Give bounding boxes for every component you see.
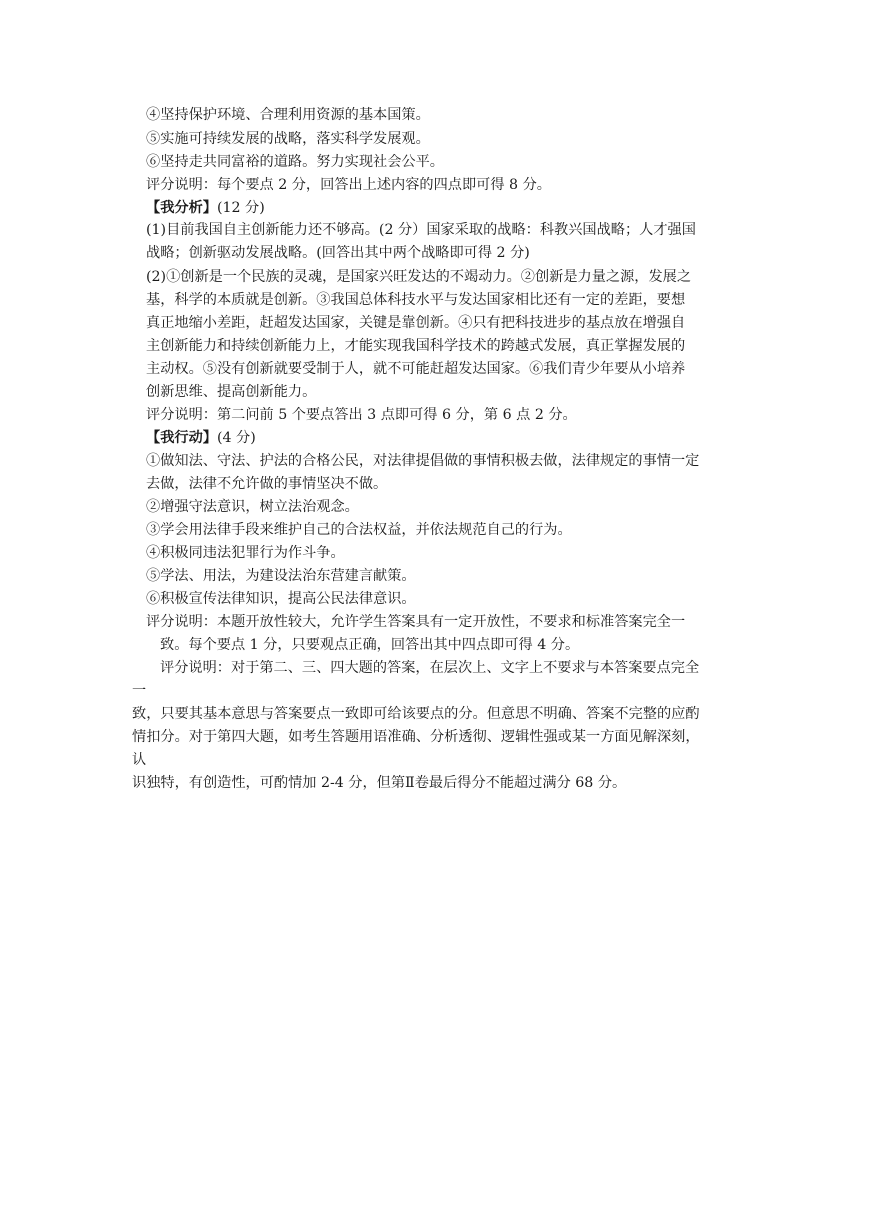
final-note-line3: 致，只要其基本意思与答案要点一致即可给该要点的分。但意思不明确、答案不完整的应酌 bbox=[132, 706, 700, 722]
scoring-note-analysis: 评分说明：第二问前 5 个要点答出 3 点即可得 6 分，第 6 点 2 分。 bbox=[146, 407, 577, 423]
analysis-q1-line2: 战略；创新驱动发展战略。(回答出其中两个战略即可得 2 分) bbox=[146, 245, 530, 261]
analysis-q2-line3: 真正地缩小差距，赶超发达国家，关键是靠创新。④只有把科技进步的基点放在增强自 bbox=[146, 315, 686, 331]
point-6: ⑥坚持走共同富裕的道路。努力实现社会公平。 bbox=[146, 154, 444, 170]
action-item-4: ④积极同违法犯罪行为作斗争。 bbox=[146, 545, 345, 561]
final-note-line5: 认 bbox=[132, 752, 147, 768]
action-item-1-line2: 去做，法律不允许做的事情坚决不做。 bbox=[146, 476, 388, 492]
analysis-heading bbox=[146, 197, 265, 219]
action-item-1-line1: ①做知法、守法、护法的合格公民，对法律提倡做的事情积极去做，法律规定的事情一定 bbox=[146, 453, 700, 469]
analysis-q2-line5: 主动权。⑤没有创新就要受制于人，就不可能赶超发达国家。⑥我们青少年要从小培养 bbox=[146, 361, 686, 377]
action-heading bbox=[146, 427, 256, 449]
analysis-q1-line1: (1)目前我国自主创新能力还不够高。(2 分）国家采取的战略：科教兴国战略；人才强国 bbox=[146, 222, 696, 238]
final-note-line2: 一 bbox=[132, 683, 147, 699]
action-item-3: ③学会用法律手段来维护自己的合法权益，并依法规范自己的行为。 bbox=[146, 522, 572, 538]
scoring-note-top: 评分说明：每个要点 2 分，回答出上述内容的四点即可得 8 分。 bbox=[146, 177, 551, 193]
action-item-5: ⑤学法、用法，为建设法治东营建言献策。 bbox=[146, 568, 416, 584]
point-4: ④坚持保护环境、合理利用资源的基本国策。 bbox=[146, 107, 430, 123]
analysis-heading-title: 【我分析】 bbox=[146, 200, 217, 216]
scoring-note-action-line2: 致。每个要点 1 分，只要观点正确，回答出其中四点即可得 4 分。 bbox=[160, 637, 580, 653]
point-5: ⑤实施可持续发展的战略，落实科学发展观。 bbox=[146, 131, 430, 147]
final-note-line4: 情扣分。对于第四大题，如考生答题用语准确、分析透彻、逻辑性强或某一方面见解深刻， bbox=[132, 729, 700, 745]
scoring-note-action-line1: 评分说明：本题开放性较大，允许学生答案具有一定开放性，不要求和标准答案完全一 bbox=[146, 614, 686, 630]
final-note-line6: 识独特，有创造性，可酌情加 2-4 分，但第Ⅱ卷最后得分不能超过满分 68 分。 bbox=[132, 775, 627, 791]
analysis-q2-line1: (2)①创新是一个民族的灵魂，是国家兴旺发达的不竭动力。②创新是力量之源，发展之 bbox=[146, 269, 692, 285]
analysis-q2-line2: 基，科学的本质就是创新。③我国总体科技水平与发达国家相比还有一定的差距，要想 bbox=[146, 292, 686, 308]
action-item-2: ②增强守法意识，树立法治观念。 bbox=[146, 499, 359, 515]
analysis-heading-score: (12 分) bbox=[216, 200, 265, 216]
action-heading-score: (4 分) bbox=[216, 430, 256, 446]
action-item-6: ⑥积极宣传法律知识，提高公民法律意识。 bbox=[146, 591, 416, 607]
action-heading-title: 【我行动】 bbox=[146, 430, 217, 446]
analysis-q2-line6: 创新思维、提高创新能力。 bbox=[146, 384, 317, 400]
analysis-q2-line4: 主创新能力和持续创新能力上，才能实现我国科学技术的跨越式发展，真正掌握发展的 bbox=[146, 338, 686, 354]
final-note-line1: 评分说明：对于第二、三、四大题的答案，在层次上、文字上不要求与本答案要点完全 bbox=[160, 660, 700, 676]
